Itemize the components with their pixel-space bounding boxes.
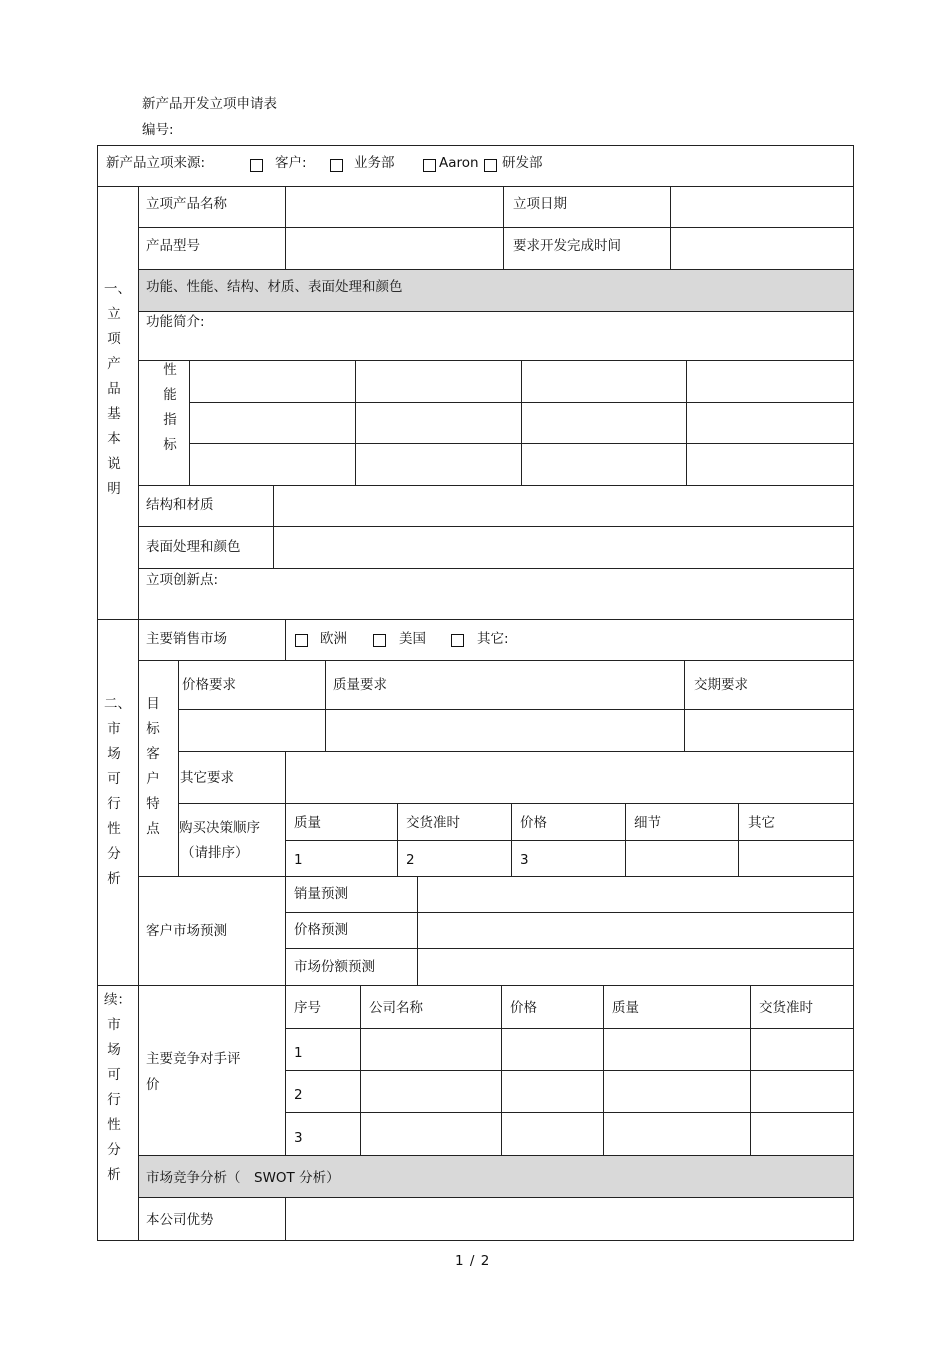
required-completion-field[interactable] <box>672 229 852 268</box>
main-market-label: 主要销售市场 <box>146 631 227 647</box>
competitor-row-2: 2 <box>294 1087 303 1103</box>
section1-title: 一、立项产品基本说明 <box>104 281 131 497</box>
decision-rank-price[interactable]: 3 <box>520 852 529 868</box>
purchase-order-label: 购买决策顺序 <box>179 820 260 836</box>
customer-forecast-label: 客户市场预测 <box>146 923 227 939</box>
competitor-eval-label-line2: 价 <box>146 1077 160 1093</box>
source-rd-label: 研发部 <box>502 155 543 171</box>
price-req-label: 价格要求 <box>182 677 236 693</box>
advantage-label: 本公司优势 <box>146 1212 214 1228</box>
decision-rank-quality[interactable]: 1 <box>294 852 303 868</box>
competitor-eval-label-line1: 主要竞争对手评 <box>146 1051 241 1067</box>
competitor-header-price: 价格 <box>510 1000 537 1016</box>
delivery-req-label: 交期要求 <box>694 677 748 693</box>
page-indicator: 1 / 2 <box>455 1253 491 1269</box>
source-sales-label: 业务部 <box>354 155 395 171</box>
source-rd-checkbox[interactable] <box>484 158 497 174</box>
source-aaron-checkbox[interactable] <box>423 158 436 174</box>
model-label: 产品型号 <box>146 238 200 254</box>
function-intro-label: 功能简介: <box>146 314 205 330</box>
structure-material-label: 结构和材质 <box>146 497 214 513</box>
price-forecast-label: 价格预测 <box>294 922 348 938</box>
source-customer-checkbox[interactable] <box>250 158 263 174</box>
decision-factor-detail: 细节 <box>634 815 661 831</box>
decision-factor-delivery: 交货准时 <box>406 815 460 831</box>
competitor-header-no: 序号 <box>294 1000 321 1016</box>
sales-forecast-field[interactable] <box>419 878 852 911</box>
required-completion-label: 要求开发完成时间 <box>513 238 621 254</box>
product-name-label: 立项产品名称 <box>146 196 227 212</box>
target-customer-label: 目标客户特点 <box>146 696 160 837</box>
market-usa-label: 美国 <box>399 631 426 647</box>
swot-header: 市场竞争分析（ SWOT 分析） <box>146 1170 340 1186</box>
decision-factor-quality: 质量 <box>294 815 321 831</box>
delivery-req-field[interactable] <box>686 711 852 750</box>
source-aaron-label: Aaron <box>439 155 479 171</box>
performance-label: 性能指标 <box>163 362 177 453</box>
project-date-label: 立项日期 <box>513 196 567 212</box>
project-date-field[interactable] <box>672 188 852 226</box>
quality-req-label: 质量要求 <box>333 677 387 693</box>
other-req-field[interactable] <box>287 753 852 802</box>
competitor-header-delivery: 交货准时 <box>759 1000 813 1016</box>
competitor-row-1: 1 <box>294 1045 303 1061</box>
decision-rank-detail[interactable] <box>627 842 737 875</box>
market-usa-checkbox[interactable] <box>373 633 386 649</box>
market-europe-label: 欧洲 <box>320 631 347 647</box>
competitor-table-fields[interactable] <box>362 1030 852 1154</box>
source-sales-checkbox[interactable] <box>330 158 343 174</box>
innovation-field[interactable] <box>230 570 850 617</box>
section1-header: 功能、性能、结构、材质、表面处理和颜色 <box>146 279 403 295</box>
innovation-label: 立项创新点: <box>146 572 219 588</box>
section3-title: 续：市场可行性分析 <box>104 992 131 1183</box>
model-field[interactable] <box>287 229 502 268</box>
market-other-checkbox[interactable] <box>451 633 464 649</box>
advantage-field[interactable] <box>287 1199 852 1239</box>
function-intro-field[interactable] <box>210 313 850 358</box>
structure-material-field[interactable] <box>275 487 852 525</box>
sales-forecast-label: 销量预测 <box>294 886 348 902</box>
competitor-row-3: 3 <box>294 1130 303 1146</box>
competitor-header-quality: 质量 <box>612 1000 639 1016</box>
decision-rank-other[interactable] <box>740 842 852 875</box>
source-label: 新产品立项来源: <box>106 155 206 171</box>
market-europe-checkbox[interactable] <box>295 633 308 649</box>
market-share-forecast-field[interactable] <box>419 950 852 984</box>
decision-factor-other: 其它 <box>748 815 775 831</box>
purchase-order-note: （请排序） <box>181 845 249 861</box>
market-other-label: 其它: <box>477 631 509 647</box>
decision-rank-delivery[interactable]: 2 <box>406 852 415 868</box>
document-title: 新产品开发立项申请表 <box>142 96 277 112</box>
performance-grid-fields[interactable] <box>191 362 852 484</box>
price-req-field[interactable] <box>180 711 324 750</box>
decision-factor-price: 价格 <box>520 815 547 831</box>
section2-title: 二、市场可行性分析 <box>104 696 131 887</box>
surface-color-label: 表面处理和颜色 <box>146 539 241 555</box>
source-customer-label: 客户: <box>275 155 307 171</box>
product-name-field[interactable] <box>287 188 502 226</box>
document-number-label: 编号: <box>142 122 174 138</box>
price-forecast-field[interactable] <box>419 914 852 947</box>
competitor-header-company: 公司名称 <box>369 1000 423 1016</box>
other-req-label: 其它要求 <box>180 770 234 786</box>
surface-color-field[interactable] <box>275 528 852 567</box>
market-share-forecast-label: 市场份额预测 <box>294 959 375 975</box>
quality-req-field[interactable] <box>327 711 683 750</box>
